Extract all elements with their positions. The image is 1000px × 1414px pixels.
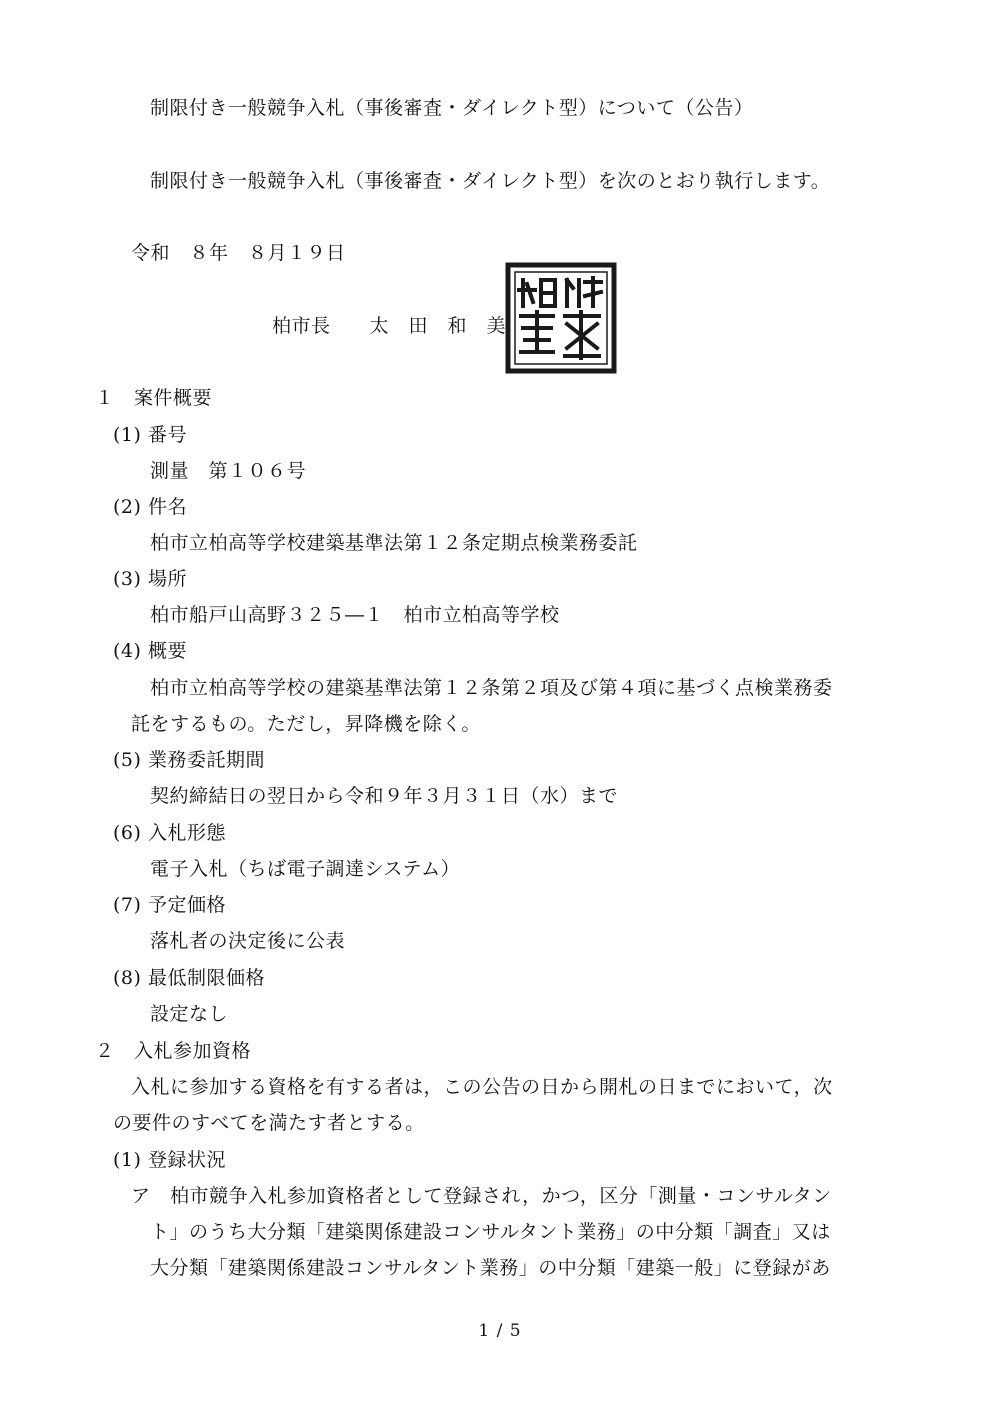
item-a-line-2: ト」のうち大分類「建築関係建設コンサルタント業務」の中分類「調査」又は [150,1221,831,1243]
page-number: 1 / 5 [478,1321,522,1341]
item-1-label: (1) 番号 [113,424,187,446]
item-4-value-line-2: 託をするもの。ただし，昇降機を除く。 [131,713,481,735]
official-seal-icon [505,262,617,374]
section-1-heading: １ 案件概要 [95,387,213,409]
item-7-label: (7) 予定価格 [113,894,226,916]
item-2-value: 柏市立柏高等学校建築基準法第１２条定期点検業務委託 [150,532,638,554]
item-2-label: (2) 件名 [113,496,187,518]
intro-text: 制限付き一般競争入札（事後審査・ダイレクト型）を次のとおり執行します。 [150,170,831,192]
item-4-label: (4) 概要 [113,640,187,662]
item-1-value: 測量 第１０６号 [150,460,307,482]
item-3-label: (3) 場所 [113,568,187,590]
item-7-value: 落札者の決定後に公表 [150,930,346,952]
item-5-value: 契約締結日の翌日から令和９年３月３１日（水）まで [150,785,619,807]
item-a-line-1: ア 柏市競争入札参加資格者として登録され，かつ，区分「測量・コンサルタン [131,1185,832,1207]
item-8-label: (8) 最低制限価格 [113,967,265,989]
item-8-value: 設定なし [150,1003,229,1025]
issuer-name: 柏市長 太 田 和 美 [272,315,507,337]
section-2-heading: ２ 入札参加資格 [95,1040,252,1062]
item-5-label: (5) 業務委託期間 [113,749,265,771]
item-6-label: (6) 入札形態 [113,822,226,844]
section-2-subheading: (1) 登録状況 [113,1149,226,1171]
section-2-intro-line-1: 入札に参加する資格を有する者は，この公告の日から開札の日までにおいて，次 [131,1076,833,1098]
item-a-line-3: 大分類「建築関係建設コンサルタント業務」の中分類「建築一般」に登録があ [150,1257,831,1279]
item-6-value: 電子入札（ちば電子調達システム） [150,858,461,880]
item-4-value-line-1: 柏市立柏高等学校の建築基準法第１２条第２項及び第４項に基づく点検業務委 [150,677,833,699]
item-3-value: 柏市船戸山高野３２５―１ 柏市立柏高等学校 [150,604,560,626]
notice-date: 令和 ８年 ８月１９日 [131,242,346,264]
section-2-intro-line-2: の要件のすべてを満たす者とする。 [113,1112,425,1134]
document-title: 制限付き一般競争入札（事後審査・ダイレクト型）について（公告） [150,97,754,119]
